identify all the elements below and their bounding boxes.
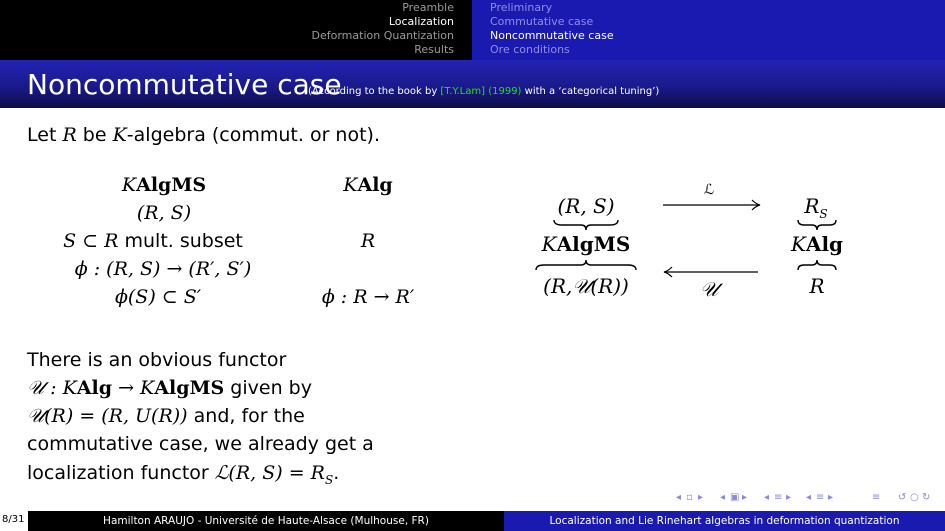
arrow-label-forgetful: 𝒰: [700, 277, 718, 301]
arrow-label-localization: ℒ: [703, 182, 715, 198]
nav-search-icon[interactable]: ↺: [898, 492, 907, 503]
paragraph-line-4: commutative case, we already get a: [27, 433, 374, 455]
citation-link[interactable]: [T.Y.Lam] (1999): [440, 86, 522, 97]
nav-section-next-icon[interactable]: ▸: [828, 492, 834, 503]
nav-subsection-next-icon[interactable]: ▸: [786, 492, 792, 503]
table-morphism-condition: ϕ(S) ⊂ S′: [114, 286, 202, 308]
table-morphism-r: ϕ : R → R′: [321, 286, 415, 308]
diagram-kalgms: KAlgMS: [541, 232, 631, 256]
nav-back-icon[interactable]: ↻: [922, 492, 931, 503]
footer-title-box: [504, 511, 945, 531]
table-object-pair: (R, S): [136, 202, 192, 224]
note-suffix: with a ‘categorical tuning’): [521, 86, 660, 97]
intro-text: be: [76, 124, 113, 146]
table-object-r: R: [360, 230, 376, 252]
table-header-kalgms: KAlgMS: [121, 174, 207, 196]
frame-title-note: [308, 86, 659, 97]
diagram-kalg: KAlg: [790, 232, 844, 256]
nav-align-icon[interactable]: ≡: [872, 492, 881, 503]
underbrace-right: [796, 218, 838, 232]
nav-section-prev-icon[interactable]: ◂: [806, 492, 812, 503]
intro-math-r: R: [62, 124, 77, 146]
intro-text: Let: [27, 124, 63, 146]
frame-title: Noncommutative case: [27, 68, 342, 101]
diagram-rs: $R_S$: [804, 194, 828, 221]
overbrace-right: [796, 258, 838, 272]
subsection-nav: [472, 0, 945, 60]
nav-subsection-ore-conditions[interactable]: Ore conditions: [490, 43, 570, 56]
footer-author: Hamilton ARAUJO - Université de Haute-Alsace (Mulhouse, FR): [103, 515, 429, 527]
nav-subsection-icon[interactable]: ≡: [774, 492, 783, 503]
nav-section-localization[interactable]: Localization: [388, 15, 454, 28]
nav-subsection-prev-icon[interactable]: ◂: [764, 492, 770, 503]
nav-slide-icon[interactable]: ▫: [686, 492, 693, 503]
intro-line: [27, 124, 380, 146]
intro-text: -algebra (commut. or not).: [126, 124, 380, 146]
frame-title-bar: [0, 60, 945, 108]
paragraph-line-2: 𝒰 : KAlg → KAlgMS given by: [27, 377, 312, 399]
nav-frame-next-icon[interactable]: ▸: [742, 492, 748, 503]
footer-slide-box: [0, 511, 28, 531]
top-navigation: [0, 0, 945, 60]
paragraph-line-1: There is an obvious functor: [27, 349, 287, 371]
nav-subsection-noncommutative-case[interactable]: Noncommutative case: [490, 29, 614, 42]
note-prefix: (According to the book by: [308, 86, 441, 97]
nav-slide-prev-icon[interactable]: ◂: [676, 492, 682, 503]
slide-number: 8/31: [2, 514, 25, 525]
footer-talk-title: Localization and Lie Rinehart algebras in deformation quantization: [549, 515, 900, 527]
footer: [0, 511, 945, 531]
diagram-pair-rs: (R, S): [557, 194, 615, 218]
diagram-r: R: [809, 274, 825, 298]
section-nav: [0, 0, 472, 60]
table-header-kalg: KAlg: [343, 174, 393, 196]
nav-subsection-commutative-case[interactable]: Commutative case: [490, 15, 594, 28]
nav-frame-icon[interactable]: ▣: [730, 492, 740, 503]
overbrace-left: [534, 258, 638, 272]
nav-section-preamble[interactable]: Preamble: [402, 1, 454, 14]
nav-section-deformation-quantization[interactable]: Deformation Quantization: [311, 29, 454, 42]
nav-section-icon[interactable]: ≡: [816, 492, 825, 503]
footer-author-box: [28, 511, 504, 531]
nav-slide-next-icon[interactable]: ▸: [698, 492, 704, 503]
underbrace-left: [552, 218, 620, 232]
nav-zoom-icon[interactable]: ○: [910, 492, 919, 503]
table-morphism-pair: ϕ : (R, S) → (R′, S′): [74, 258, 252, 280]
diagram-pair-ru: (R,𝒰(R)): [543, 274, 629, 298]
nav-section-results[interactable]: Results: [414, 43, 454, 56]
nav-subsection-preliminary[interactable]: Preliminary: [490, 1, 553, 14]
paragraph-line-5: localization functor ℒ(R, $S) = R_S$.: [27, 462, 340, 487]
paragraph-line-3: 𝒰(R) = (R, U(R)) and, for the: [27, 405, 305, 427]
intro-math-k: K: [112, 124, 127, 146]
beamer-navigation-symbols: [676, 492, 938, 506]
right-arrow-icon: [660, 198, 764, 212]
nav-frame-prev-icon[interactable]: ◂: [720, 492, 726, 503]
table-subset-condition: S ⊂ R mult. subset: [63, 230, 243, 252]
